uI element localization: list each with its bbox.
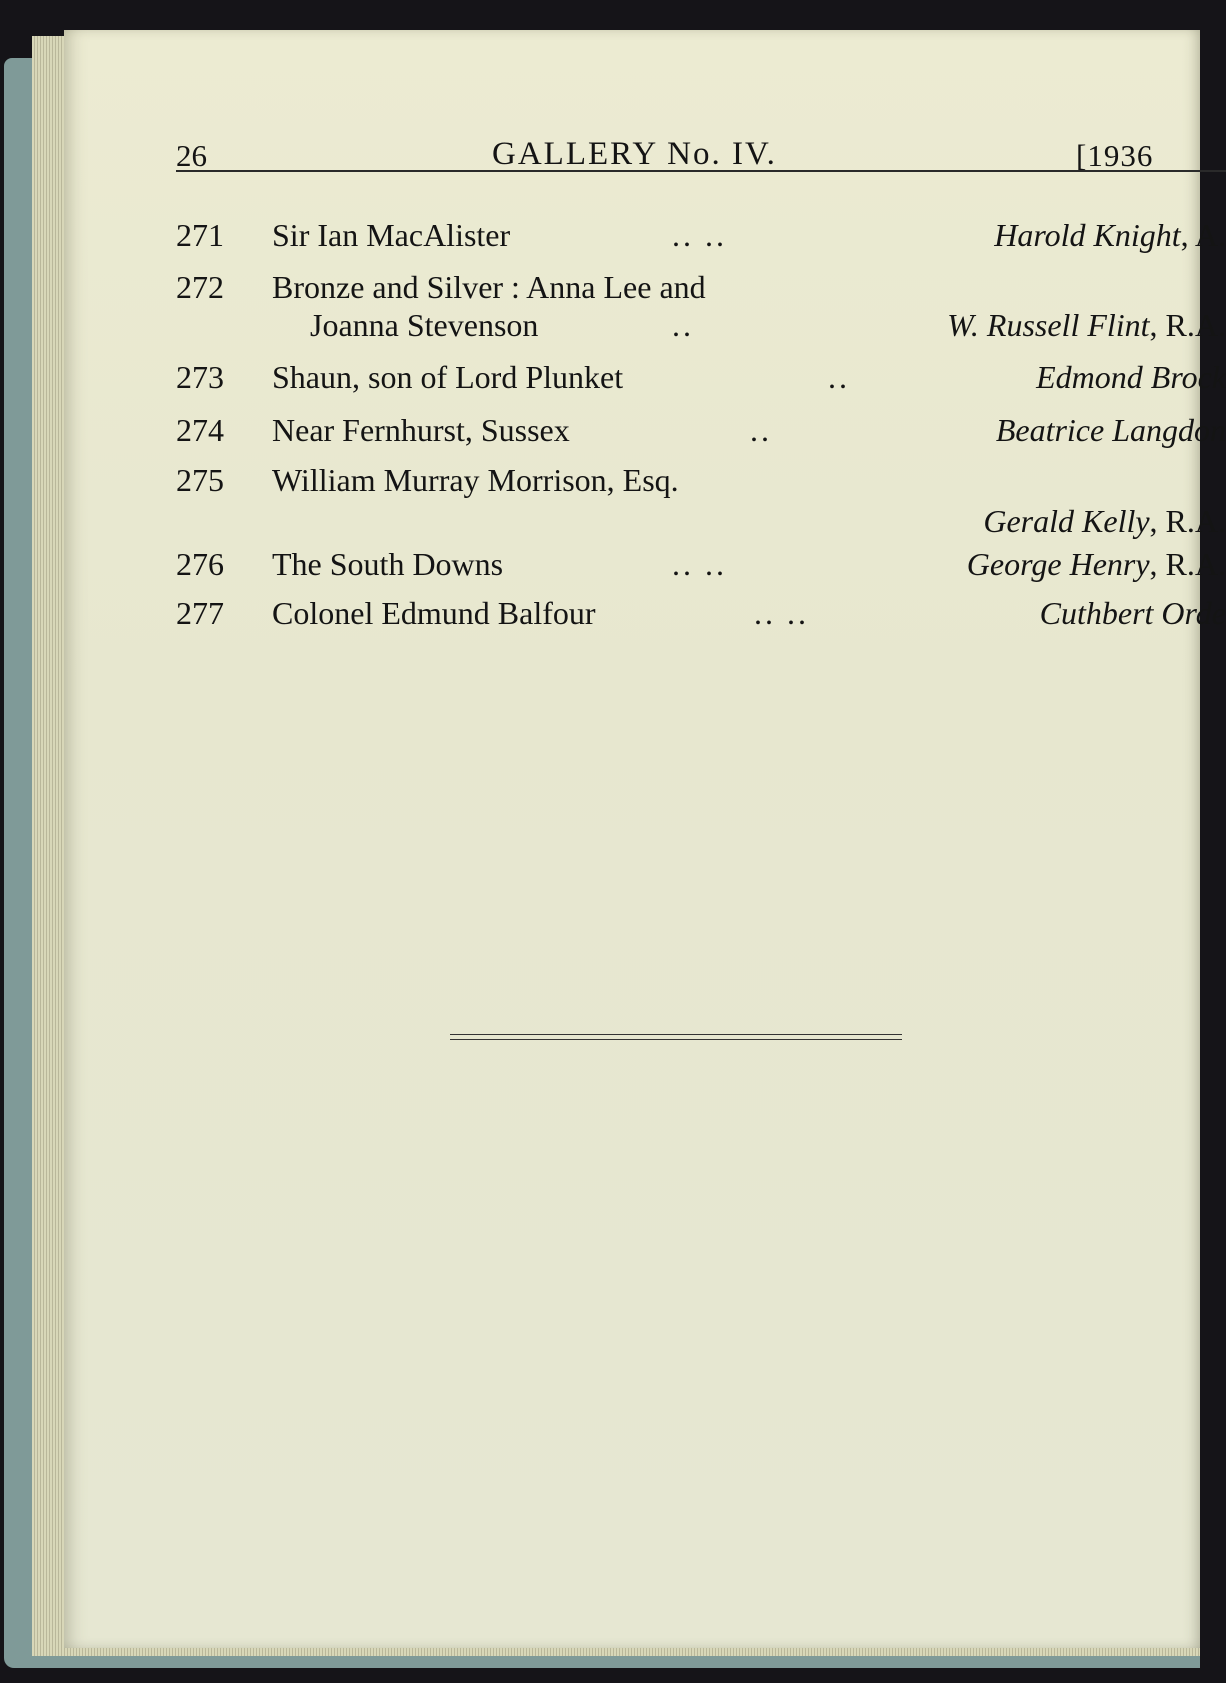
rule-line: [450, 1034, 902, 1035]
page-number: 26: [176, 138, 207, 173]
leader-dots: .. ..: [754, 595, 809, 631]
entry-number: 273: [176, 359, 224, 395]
rule-line: [450, 1039, 902, 1040]
entry-artist: [1040, 594, 1226, 632]
entry-artist: [983, 502, 1226, 540]
entry-artist: [994, 216, 1226, 254]
leader-dots: ..: [828, 359, 850, 395]
leader-dots: .. ..: [672, 546, 727, 582]
artist-suffix: , R.A.: [1149, 503, 1226, 539]
entry-artist: [1036, 358, 1226, 396]
entry-number: 272: [176, 269, 224, 305]
artist-name: W. Russell Flint: [947, 307, 1150, 343]
artist-name: Beatrice Langdon: [995, 412, 1226, 448]
entry-artist: [996, 411, 1226, 449]
entry-title: The South Downs: [272, 546, 504, 582]
gallery-title: GALLERY No. IV.: [492, 136, 777, 172]
entry-number: 276: [176, 546, 224, 582]
artist-name: George Henry: [966, 546, 1150, 582]
artist-suffix: , R.A.: [1149, 546, 1226, 582]
artist-name: Gerald Kelly: [983, 503, 1150, 539]
entry-artist: [967, 545, 1226, 583]
entry-title: Near Fernhurst, Sussex: [272, 412, 570, 448]
header-rule: [176, 170, 1226, 172]
leader-dots: ..: [672, 307, 694, 343]
artist-suffix: , R.A.: [1149, 307, 1226, 343]
entry-title: Colonel Edmund Balfour: [272, 595, 596, 631]
entry-title: Sir Ian MacAlister: [272, 217, 511, 253]
catalogue-year: [1936: [1076, 138, 1154, 173]
entry-title: Shaun, son of Lord Plunket: [272, 359, 624, 395]
artist-name: Harold Knight: [994, 217, 1181, 253]
entry-number: 275: [176, 462, 224, 498]
leader-dots: .. ..: [672, 217, 727, 253]
catalogue-page: [64, 30, 1226, 1648]
running-header: [64, 108, 1200, 173]
section-end-rule: [450, 1034, 902, 1042]
entry-title: Bronze and Silver : Anna Lee and: [272, 269, 706, 305]
entry-number: 271: [176, 217, 224, 253]
artist-name: Edmond Brock: [1036, 359, 1226, 395]
entry-artist: [947, 306, 1226, 344]
artist-suffix: , A.: [1180, 217, 1226, 253]
entry-number: 274: [176, 412, 224, 448]
artist-name: Cuthbert Orde: [1039, 595, 1226, 631]
entry-number: 277: [176, 595, 224, 631]
entry-title-line2: Joanna Stevenson: [310, 307, 539, 343]
entry-title: William Murray Morrison, Esq.: [272, 462, 679, 498]
leader-dots: ..: [750, 412, 772, 448]
